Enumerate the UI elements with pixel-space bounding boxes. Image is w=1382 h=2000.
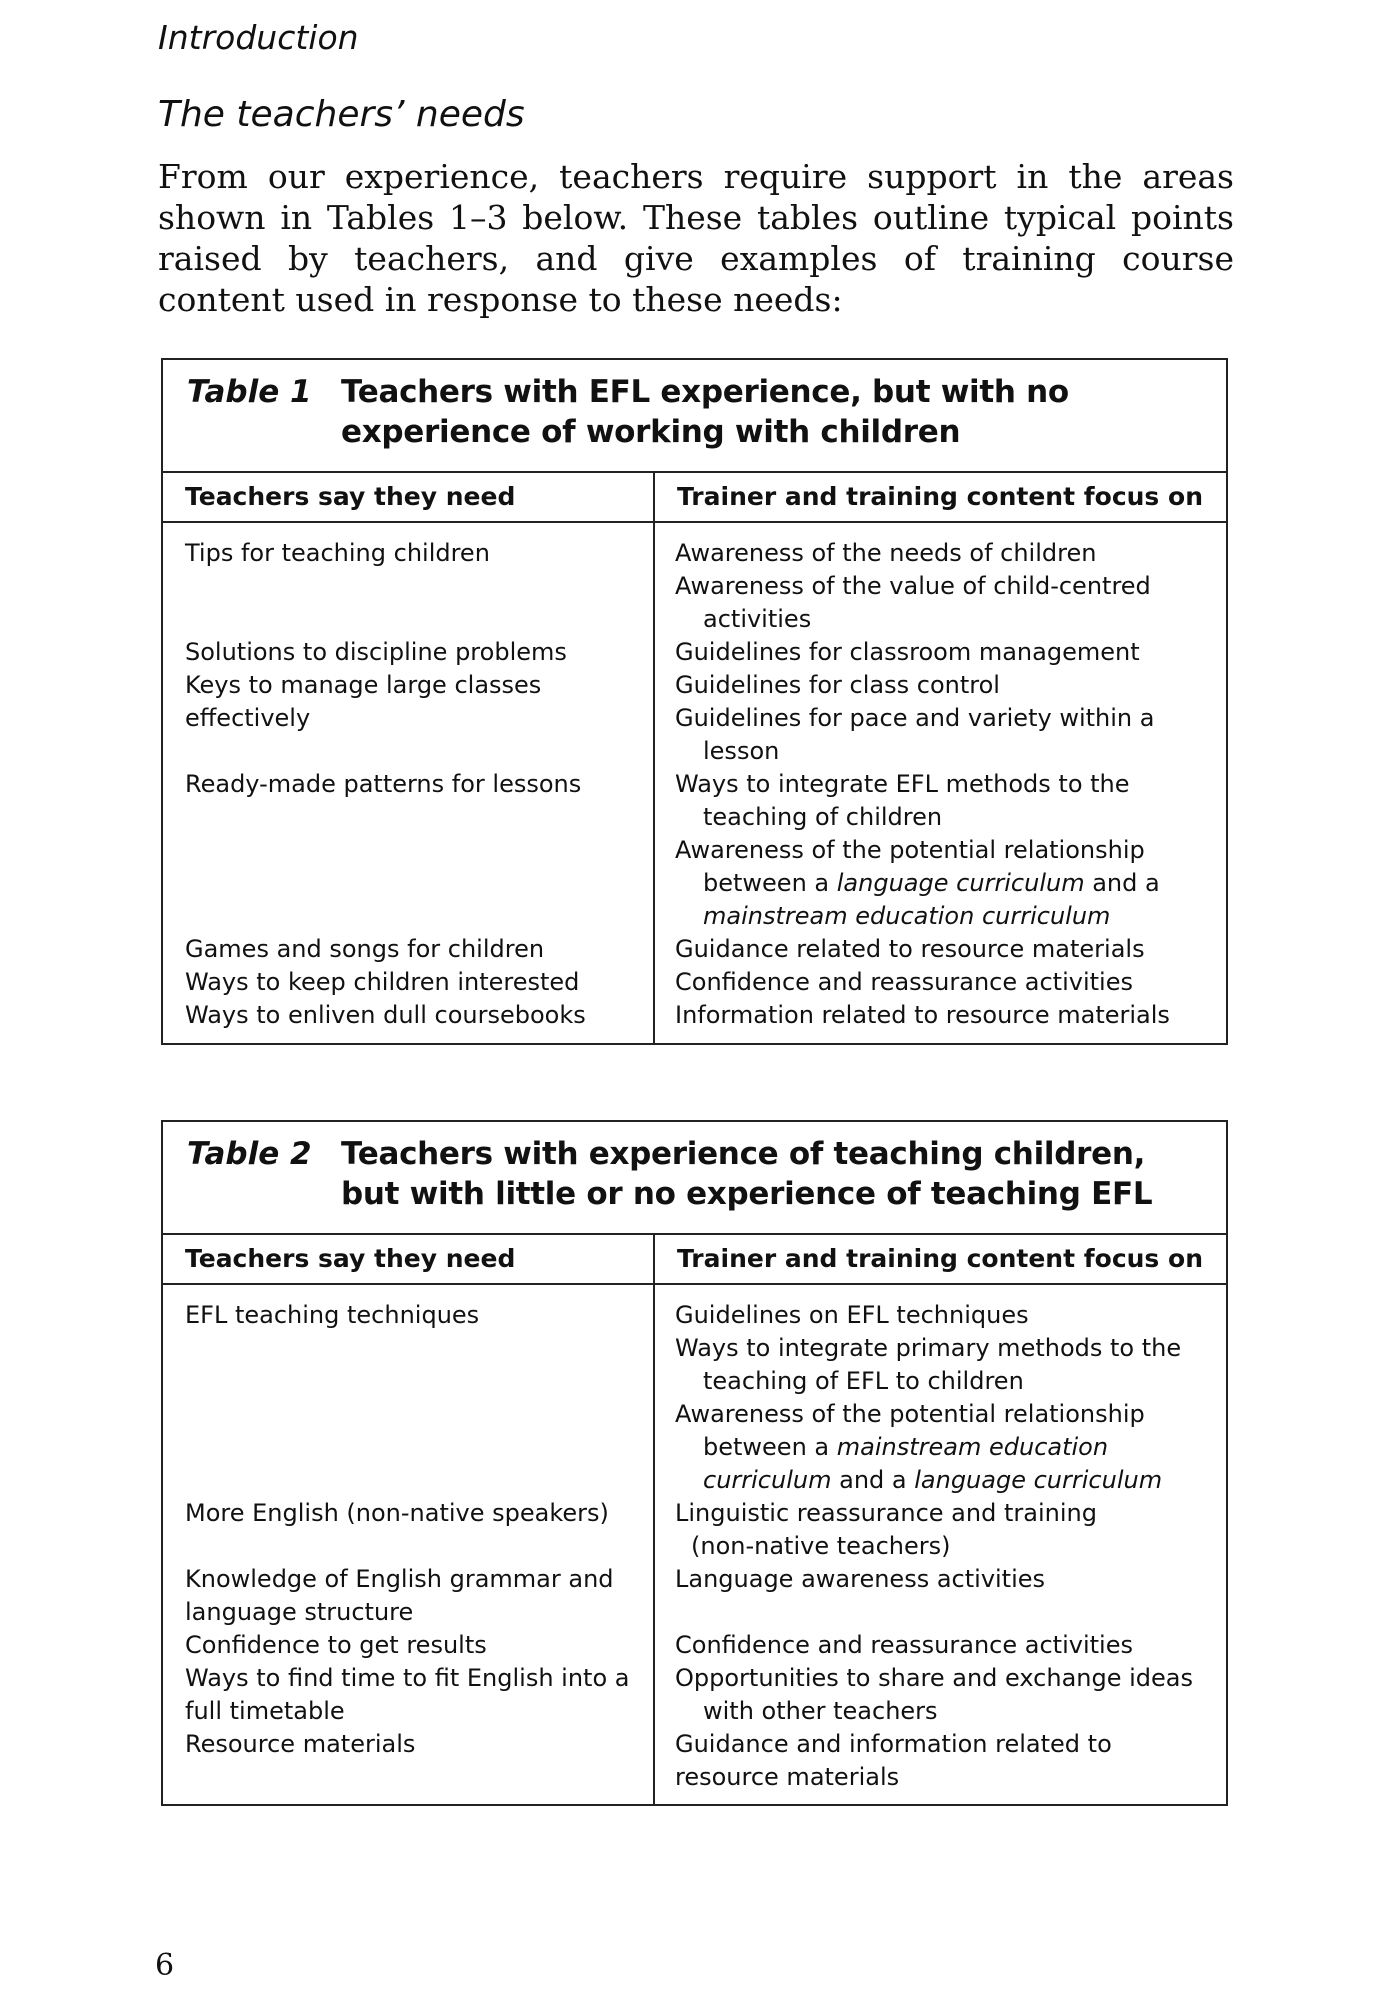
table-row xyxy=(163,768,1226,933)
need-item: Ways to enliven dull coursebooks xyxy=(185,1001,586,1029)
focus-item: Guidelines for classroom management xyxy=(675,638,1140,666)
table-2 xyxy=(161,1120,1228,1806)
focus-item: Confidence and reassurance activities xyxy=(675,968,1133,996)
table-1-caption xyxy=(163,360,1226,473)
running-head: Introduction xyxy=(158,18,359,57)
table-1-title: Teachers with EFL experience, but with no experience of working with children xyxy=(341,374,1069,450)
table-1-col-right-header: Trainer and training content focus on xyxy=(677,482,1203,511)
focus-item-cont: resource materials xyxy=(675,1763,900,1791)
need-item: Confidence to get results xyxy=(185,1631,487,1659)
focus-item: Awareness of the potential relationship xyxy=(675,836,1145,864)
focus-item: Awareness of the needs of children xyxy=(675,539,1097,567)
focus-item: Awareness of the potential relationship xyxy=(675,1400,1145,1428)
table-2-header-row xyxy=(163,1235,1226,1285)
focus-item-cont: activities xyxy=(703,605,812,633)
focus-item: Guidelines for pace and variety within a xyxy=(675,704,1155,732)
table-row xyxy=(163,1299,1226,1497)
focus-item: Awareness of the value of child-centred xyxy=(675,572,1151,600)
table-2-col-right-header: Trainer and training content focus on xyxy=(677,1244,1203,1273)
need-item: Resource materials xyxy=(185,1730,416,1758)
focus-item-cont: teaching of EFL to children xyxy=(703,1367,1024,1395)
need-item-cont: language structure xyxy=(185,1598,414,1626)
focus-item-cont: teaching of children xyxy=(703,803,943,831)
table-row xyxy=(163,1563,1226,1629)
focus-item: Language awareness activities xyxy=(675,1565,1046,1593)
table-row xyxy=(163,1497,1226,1563)
need-item: Games and songs for children xyxy=(185,935,545,963)
focus-item-cont: between a mainstream education xyxy=(703,1433,1109,1461)
table-1 xyxy=(161,358,1228,1045)
table-1-body xyxy=(163,523,1226,1043)
need-item: Solutions to discipline problems xyxy=(185,638,567,666)
table-2-col-left-header: Teachers say they need xyxy=(163,1235,655,1283)
table-row xyxy=(163,933,1226,966)
need-item: More English (non-native speakers) xyxy=(185,1499,609,1527)
need-item: Keys to manage large classes effectively xyxy=(185,671,542,732)
focus-item: Guidance related to resource materials xyxy=(675,935,1145,963)
focus-item: Linguistic reassurance and training xyxy=(675,1499,1097,1527)
need-item: EFL teaching techniques xyxy=(185,1301,480,1329)
table-1-col-left-header: Teachers say they need xyxy=(163,473,655,521)
focus-item: Confidence and reassurance activities xyxy=(675,1631,1133,1659)
focus-item-cont: lesson xyxy=(703,737,780,765)
focus-item-cont: between a language curriculum and a xyxy=(703,869,1160,897)
table-row xyxy=(163,669,1226,768)
intro-paragraph: From our experience, teachers require support in the areas shown in Tables 1–3 below. These tables outline typical points raised by teachers, and give examples of training course content used in response to these needs: xyxy=(158,157,1234,319)
need-item: Ways to keep children interested xyxy=(185,968,580,996)
focus-item-cont: mainstream education curriculum xyxy=(703,902,1111,930)
table-2-body xyxy=(163,1285,1226,1804)
table-row xyxy=(163,537,1226,636)
table-row xyxy=(163,966,1226,999)
table-1-header-row xyxy=(163,473,1226,523)
focus-item-cont: (non-native teachers) xyxy=(691,1532,951,1560)
table-row xyxy=(163,1728,1226,1794)
table-2-caption xyxy=(163,1122,1226,1235)
focus-item: Guidelines for class control xyxy=(675,671,1000,699)
table-2-number: Table 2 xyxy=(187,1136,312,1172)
focus-item: Ways to integrate EFL methods to the xyxy=(675,770,1130,798)
table-row xyxy=(163,999,1226,1032)
need-item-cont: full timetable xyxy=(185,1697,345,1725)
focus-item: Guidelines on EFL techniques xyxy=(675,1301,1029,1329)
focus-item: Guidance and information related to xyxy=(675,1730,1112,1758)
table-2-title: Teachers with experience of teaching children, but with little or no experience of teaching EFL xyxy=(341,1136,1153,1212)
focus-item-cont: curriculum and a language curriculum xyxy=(703,1466,1163,1494)
page-number: 6 xyxy=(155,1948,175,1983)
need-item: Ready-made patterns for lessons xyxy=(185,770,582,798)
table-row xyxy=(163,1662,1226,1728)
section-title: The teachers’ needs xyxy=(158,94,525,135)
table-row xyxy=(163,636,1226,669)
need-item: Knowledge of English grammar and xyxy=(185,1565,614,1593)
focus-item: Opportunities to share and exchange ideas xyxy=(675,1664,1194,1692)
need-item: Tips for teaching children xyxy=(185,539,490,567)
table-1-number: Table 1 xyxy=(187,374,312,410)
need-item: Ways to find time to fit English into a xyxy=(185,1664,630,1692)
focus-item: Information related to resource materials xyxy=(675,1001,1170,1029)
focus-item: Ways to integrate primary methods to the xyxy=(675,1334,1182,1362)
focus-item-cont: with other teachers xyxy=(703,1697,938,1725)
table-row xyxy=(163,1629,1226,1662)
